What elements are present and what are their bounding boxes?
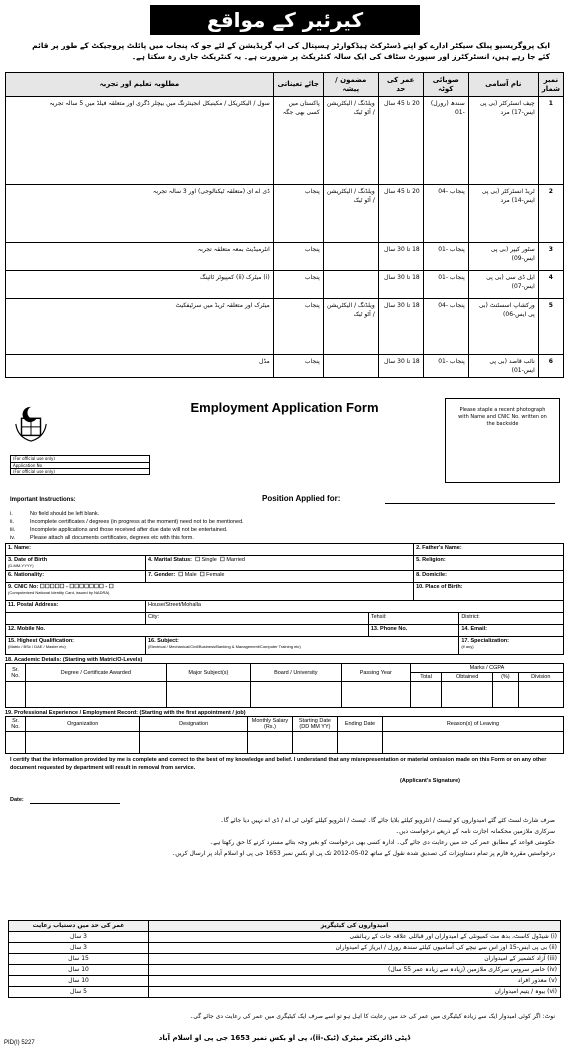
academic-cell[interactable]	[442, 682, 493, 708]
table-row	[6, 97, 564, 185]
nationality-field[interactable]: 6. Nationality:	[6, 571, 146, 583]
father-name-field[interactable]: 2. Father's Name:	[414, 544, 564, 556]
col-degree: Degree / Certificate Awarded	[26, 664, 167, 682]
cell-place: پنجاب	[273, 243, 323, 271]
cell-quota: پنجاب -01	[423, 243, 468, 271]
cell-trade	[323, 271, 378, 299]
intro-paragraph: ایک پروگریسیو پبلک سیکٹر ادارے کو اپنے ڈسٹرکٹ ہیڈکوارٹر ہسپتال کی اپ گریڈیشن کے لئے جو کہ پنجاب میں پائلٹ پروجیکٹ کے طور پر قائم کئے جا رہے ہیں، انسٹرکٹرز اور سپورٹ سٹاف کی ایک سالہ کنٹریکٹ پر ضرورت ہے۔ یہ کنٹریکٹ جاری رہ سکتا ہے۔	[32, 41, 550, 61]
cell-age-relax: 3 سال	[9, 932, 149, 943]
cell-post: ٹریڈ انسٹرکٹر (بی پی ایس-14) مرد	[468, 185, 538, 243]
academic-cell[interactable]	[250, 682, 341, 708]
highest-qualification-field[interactable]: 15. Highest Qualification: (Matric / BSc / DAE / Master etc)	[6, 637, 146, 655]
col-salary: Monthly Salary (Rs.)	[247, 717, 292, 732]
col-board: Board / University	[250, 664, 341, 682]
cell-trade: ویلڈنگ / الیکٹریشن / آٹو ٹیک	[323, 97, 378, 185]
dob-field[interactable]: 3. Date of Birth (D-MM-YYYY)	[6, 556, 146, 571]
city-field[interactable]: City:	[146, 613, 369, 625]
col-end-date: Ending Date	[337, 717, 382, 732]
domicile-field[interactable]: 8. Domicile:	[414, 571, 564, 583]
table-row	[6, 243, 564, 271]
cell-no: 4	[538, 271, 563, 299]
list-item: iv. Please attach all documents certificates, degrees etc with this form.	[10, 535, 194, 541]
academic-title: 18. Academic Details: (Starting with Matric/O-Levels)	[5, 657, 143, 663]
cell-trade	[323, 355, 378, 378]
cell-no: 3	[538, 243, 563, 271]
jobs-header-row	[6, 73, 564, 97]
personal-details-table	[5, 543, 564, 655]
experience-table	[5, 716, 564, 754]
relaxation-note: نوٹ: اگر کوئی امیدوار ایک سے زیادہ کیٹیگری میں عمر کی حد میں رعایت کا اہل ہو تو اسے صرف ایک کیٹیگری میں عمر کی رعایت دی جائے گی۔	[189, 1013, 555, 1020]
application-no-label: Application No	[11, 463, 149, 470]
cell-trade	[323, 243, 378, 271]
cell-education: (i) میٹرک (ii) کمپیوٹر ٹائپنگ	[6, 271, 274, 299]
table-row	[9, 987, 561, 998]
list-item: ii. Incomplete certificates / degrees (in progress at the moment) need not to be mentioned.	[10, 519, 244, 525]
experience-cell[interactable]	[337, 732, 382, 754]
col-education: مطلوبہ تعلیم اور تجربہ	[6, 73, 274, 97]
cell-age: 18 تا 30 سال	[378, 299, 423, 355]
cell-no: 5	[538, 299, 563, 355]
instructions-list	[10, 510, 244, 542]
col-division: Division	[518, 673, 563, 682]
email-field[interactable]: 14. Email:	[459, 625, 564, 637]
footer-address: ڈپٹی ڈائریکٹر میٹرک (ٹیک-ii)، پی او بکس نمبر 1653 جی پی او اسلام آباد	[158, 1034, 411, 1042]
cell-post: نائب قاصد (بی پی ایس-01)	[468, 355, 538, 378]
experience-title: 19. Professional Experience / Employment Record: (Starting with the first appointment / job)	[5, 710, 246, 716]
col-passing-year: Passing Year	[341, 664, 410, 682]
specialization-field[interactable]: 17. Specialization: (if any)	[459, 637, 564, 655]
col-age: عمر کی حد	[378, 73, 423, 97]
marital-status-field[interactable]: 4. Marital Status: ☐ Single ☐ Married	[146, 556, 414, 571]
academic-cell[interactable]	[518, 682, 563, 708]
position-applied-input[interactable]	[385, 503, 555, 504]
cell-post: ایل ڈی سی (بی پی ایس-07)	[468, 271, 538, 299]
cell-category: (ii) بی پی ایس-15 اور اس سے نیچے کی آسامیوں کیلئے سندھ رورل / ایریاز کے امیدواران	[149, 943, 561, 954]
table-row	[9, 932, 561, 943]
district-field[interactable]: District:	[459, 613, 564, 625]
list-item: سرکاری ملازمین محکمانہ اجازت نامہ کے ذریعے درخواست دیں۔	[395, 828, 555, 835]
cell-place: پنجاب	[273, 271, 323, 299]
col-marks: Marks / CGPA	[410, 664, 563, 673]
cell-age: 18 تا 30 سال	[378, 271, 423, 299]
cell-education: انٹرمیڈیٹ بمعہ متعلقہ تجربہ	[6, 243, 274, 271]
table-row	[9, 976, 561, 987]
cell-education: مڈل	[6, 355, 274, 378]
cell-age-relax: 5 سال	[9, 987, 149, 998]
cell-trade: ویلڈنگ / الیکٹریشن / آٹو ٹیک	[323, 299, 378, 355]
cell-post: ورکشاپ اسسٹنٹ (بی پی ایس-06)	[468, 299, 538, 355]
gender-field[interactable]: 7. Gender: ☐ Male ☐ Female	[146, 571, 414, 583]
cell-education: سول / الیکٹریکل / مکینیکل انجینئرنگ میں بیچلر ڈگری اور متعلقہ فیلڈ میں 5 سالہ تجربہ	[6, 97, 274, 185]
cell-place: پاکستان میں کسی بھی جگہ	[273, 97, 323, 185]
col-sr: Sr. No.	[6, 717, 26, 732]
house-street-field[interactable]: House/Street/Mohalla	[146, 601, 564, 613]
academic-table	[5, 663, 564, 708]
academic-cell[interactable]	[166, 682, 250, 708]
subject-field[interactable]: 16. Subject: (Electrical / Mechanical/Civil/Business/Banking & Management/Computer Training etc)	[146, 637, 459, 655]
application-form	[5, 543, 564, 754]
name-field[interactable]: 1. Name:	[6, 544, 414, 556]
office-use-label: (For official use only)	[11, 456, 149, 463]
cell-place: پنجاب	[273, 299, 323, 355]
academic-cell[interactable]	[493, 682, 518, 708]
cell-age-relax: 3 سال	[9, 943, 149, 954]
signature-label: (Applicant's Signature)	[400, 778, 460, 784]
pid-label: PID(I) 5227	[4, 1040, 35, 1046]
cell-age-relax: 15 سال	[9, 954, 149, 965]
col-quota: صوبائی کوٹہ	[423, 73, 468, 97]
list-item: درخواستیں مقررہ فارم پر تمام دستاویزات کی تصدیق شدہ نقول کے ساتھ 02-05-2012 تک پی او بکس نمبر 1653 جی پی او اسلام آباد پر ارسال کریں۔	[171, 850, 555, 857]
cell-education: میٹرک اور متعلقہ ٹریڈ میں سرٹیفکیٹ	[6, 299, 274, 355]
cell-place: پنجاب	[273, 355, 323, 378]
col-trade: مضمون / پیشہ	[323, 73, 378, 97]
col-serial: نمبر شمار	[538, 73, 563, 97]
table-row	[6, 355, 564, 378]
col-relaxation: عمر کی حد میں دستیاب رعایت	[9, 921, 149, 932]
col-start-date: Starting Date (DD MM YY)	[292, 717, 337, 732]
position-applied-label: Position Applied for:	[262, 494, 341, 503]
col-percent: (%)	[493, 673, 518, 682]
tehsil-field[interactable]: Tehsil:	[368, 613, 458, 625]
cell-quota: پنجاب -04	[423, 299, 468, 355]
cell-no: 6	[538, 355, 563, 378]
religion-field[interactable]: 5. Religion:	[414, 556, 564, 571]
academic-cell[interactable]	[26, 682, 167, 708]
col-designation: Designation	[140, 717, 248, 732]
cell-category: (vi) بیوہ / یتیم امیدواران	[149, 987, 561, 998]
phone-field[interactable]: 13. Phone No.	[368, 625, 458, 637]
cell-category: (i) شیڈول کاسٹ، بدھ مت کمیونٹی کے امیدواران اور قبائلی علاقہ جات کے رہائشی	[149, 932, 561, 943]
col-reason: Reason(s) of Leaving	[382, 717, 563, 732]
table-row	[6, 299, 564, 355]
table-row	[9, 965, 561, 976]
page-title: کیرئیر کے مواقع	[150, 5, 420, 35]
col-post: نام آسامی	[468, 73, 538, 97]
experience-cell[interactable]	[140, 732, 248, 754]
cell-quota: پنجاب -04	[423, 185, 468, 243]
cell-age-relax: 10 سال	[9, 976, 149, 987]
age-relaxation-table	[8, 920, 561, 998]
address-spacer	[6, 613, 146, 625]
table-row	[6, 185, 564, 243]
postal-address-label: 11. Postal Address:	[6, 601, 146, 613]
date-input[interactable]	[30, 803, 120, 804]
col-obtained: Obtained	[442, 673, 493, 682]
cell-post: چیف انسٹرکٹر (بی پی ایس-17) مرد	[468, 97, 538, 185]
form-title: Employment Application Form	[190, 400, 379, 415]
cell-education: ڈی اے ای (متعلقہ ٹیکنالوجی) اور 3 سالہ تجربہ	[6, 185, 274, 243]
cell-quota: پنجاب -01	[423, 355, 468, 378]
academic-cell[interactable]	[6, 682, 26, 708]
list-item: i. No field should be left blank.	[10, 511, 100, 517]
photo-box: Please staple a recent photograph with Name and CNIC No. written on the backside	[445, 398, 560, 483]
certification-statement: I certify that the information provided by me is complete and correct to the best of my knowledge and belief. I understand that any misrepresentation or material omission made on this Form or on any other document requested by department will result in removal from service.	[10, 757, 547, 771]
cell-no: 2	[538, 185, 563, 243]
cell-age: 18 تا 30 سال	[378, 243, 423, 271]
table-row	[6, 271, 564, 299]
cell-trade: ویلڈنگ / الیکٹریشن / آٹو ٹیک	[323, 185, 378, 243]
experience-cell[interactable]	[6, 732, 26, 754]
place-of-birth-field[interactable]: 10. Place of Birth:	[414, 583, 564, 601]
experience-cell[interactable]	[26, 732, 140, 754]
cell-quota: سندھ (رورل) -01	[423, 97, 468, 185]
experience-cell[interactable]	[292, 732, 337, 754]
col-categories: امیدواروں کی کیٹیگریز	[149, 921, 561, 932]
mobile-field[interactable]: 12. Mobile No.	[6, 625, 369, 637]
col-sr: Sr. No.	[6, 664, 26, 682]
notes-list	[15, 815, 555, 859]
list-item: iii. Incomplete applications and those received after due date will not be entertained.	[10, 527, 228, 533]
cell-quota: پنجاب -01	[423, 271, 468, 299]
office-use-label-2: (For official use only)	[13, 469, 55, 474]
cell-category: (iii) آزاد کشمیر کے امیدواران	[149, 954, 561, 965]
cell-age: 20 تا 45 سال	[378, 97, 423, 185]
col-major: Major Subject(s)	[166, 664, 250, 682]
cell-post: سٹور کیپر (بی پی ایس-09)	[468, 243, 538, 271]
instructions-title: Important Instructions:	[10, 497, 76, 503]
cell-age-relax: 10 سال	[9, 965, 149, 976]
experience-cell[interactable]	[247, 732, 292, 754]
col-organization: Organization	[26, 717, 140, 732]
cell-category: (iv) حاضر سروس سرکاری ملازمین (زیادہ سے زیادہ عمر 55 سال)	[149, 965, 561, 976]
cnic-field[interactable]: 9. CNIC No: ☐☐☐☐☐ - ☐☐☐☐☐☐☐ - ☐ (Computerized National Identity Card, issued by NADRA)	[6, 583, 414, 601]
table-row	[9, 954, 561, 965]
experience-cell[interactable]	[382, 732, 563, 754]
table-row	[9, 943, 561, 954]
col-total: Total	[410, 673, 441, 682]
cell-no: 1	[538, 97, 563, 185]
cell-place: پنجاب	[273, 185, 323, 243]
academic-cell[interactable]	[410, 682, 441, 708]
cell-age: 18 تا 30 سال	[378, 355, 423, 378]
cell-category: (v) معذور افراد	[149, 976, 561, 987]
list-item: صرف شارٹ لسٹ کئے گئے امیدواروں کو ٹیسٹ / انٹرویو کیلئے بلایا جائے گا۔ ٹیسٹ / انٹرویو کیلئے کوئی ٹی اے / ڈی اے نہیں دیا جائے گا۔	[220, 817, 555, 824]
academic-cell[interactable]	[341, 682, 410, 708]
col-place: جائے تعیناتی	[273, 73, 323, 97]
office-use-box	[10, 455, 150, 475]
cell-age: 20 تا 45 سال	[378, 185, 423, 243]
list-item: حکومتی قواعد کے مطابق عمر کی حد میں رعایت دی جائے گی۔ ادارہ کسی بھی درخواست کو بغیر وجہ بتائے مسترد کرنے کا حق رکھتا ہے۔	[209, 839, 555, 846]
date-label: Date:	[10, 797, 24, 803]
jobs-table	[5, 72, 564, 378]
